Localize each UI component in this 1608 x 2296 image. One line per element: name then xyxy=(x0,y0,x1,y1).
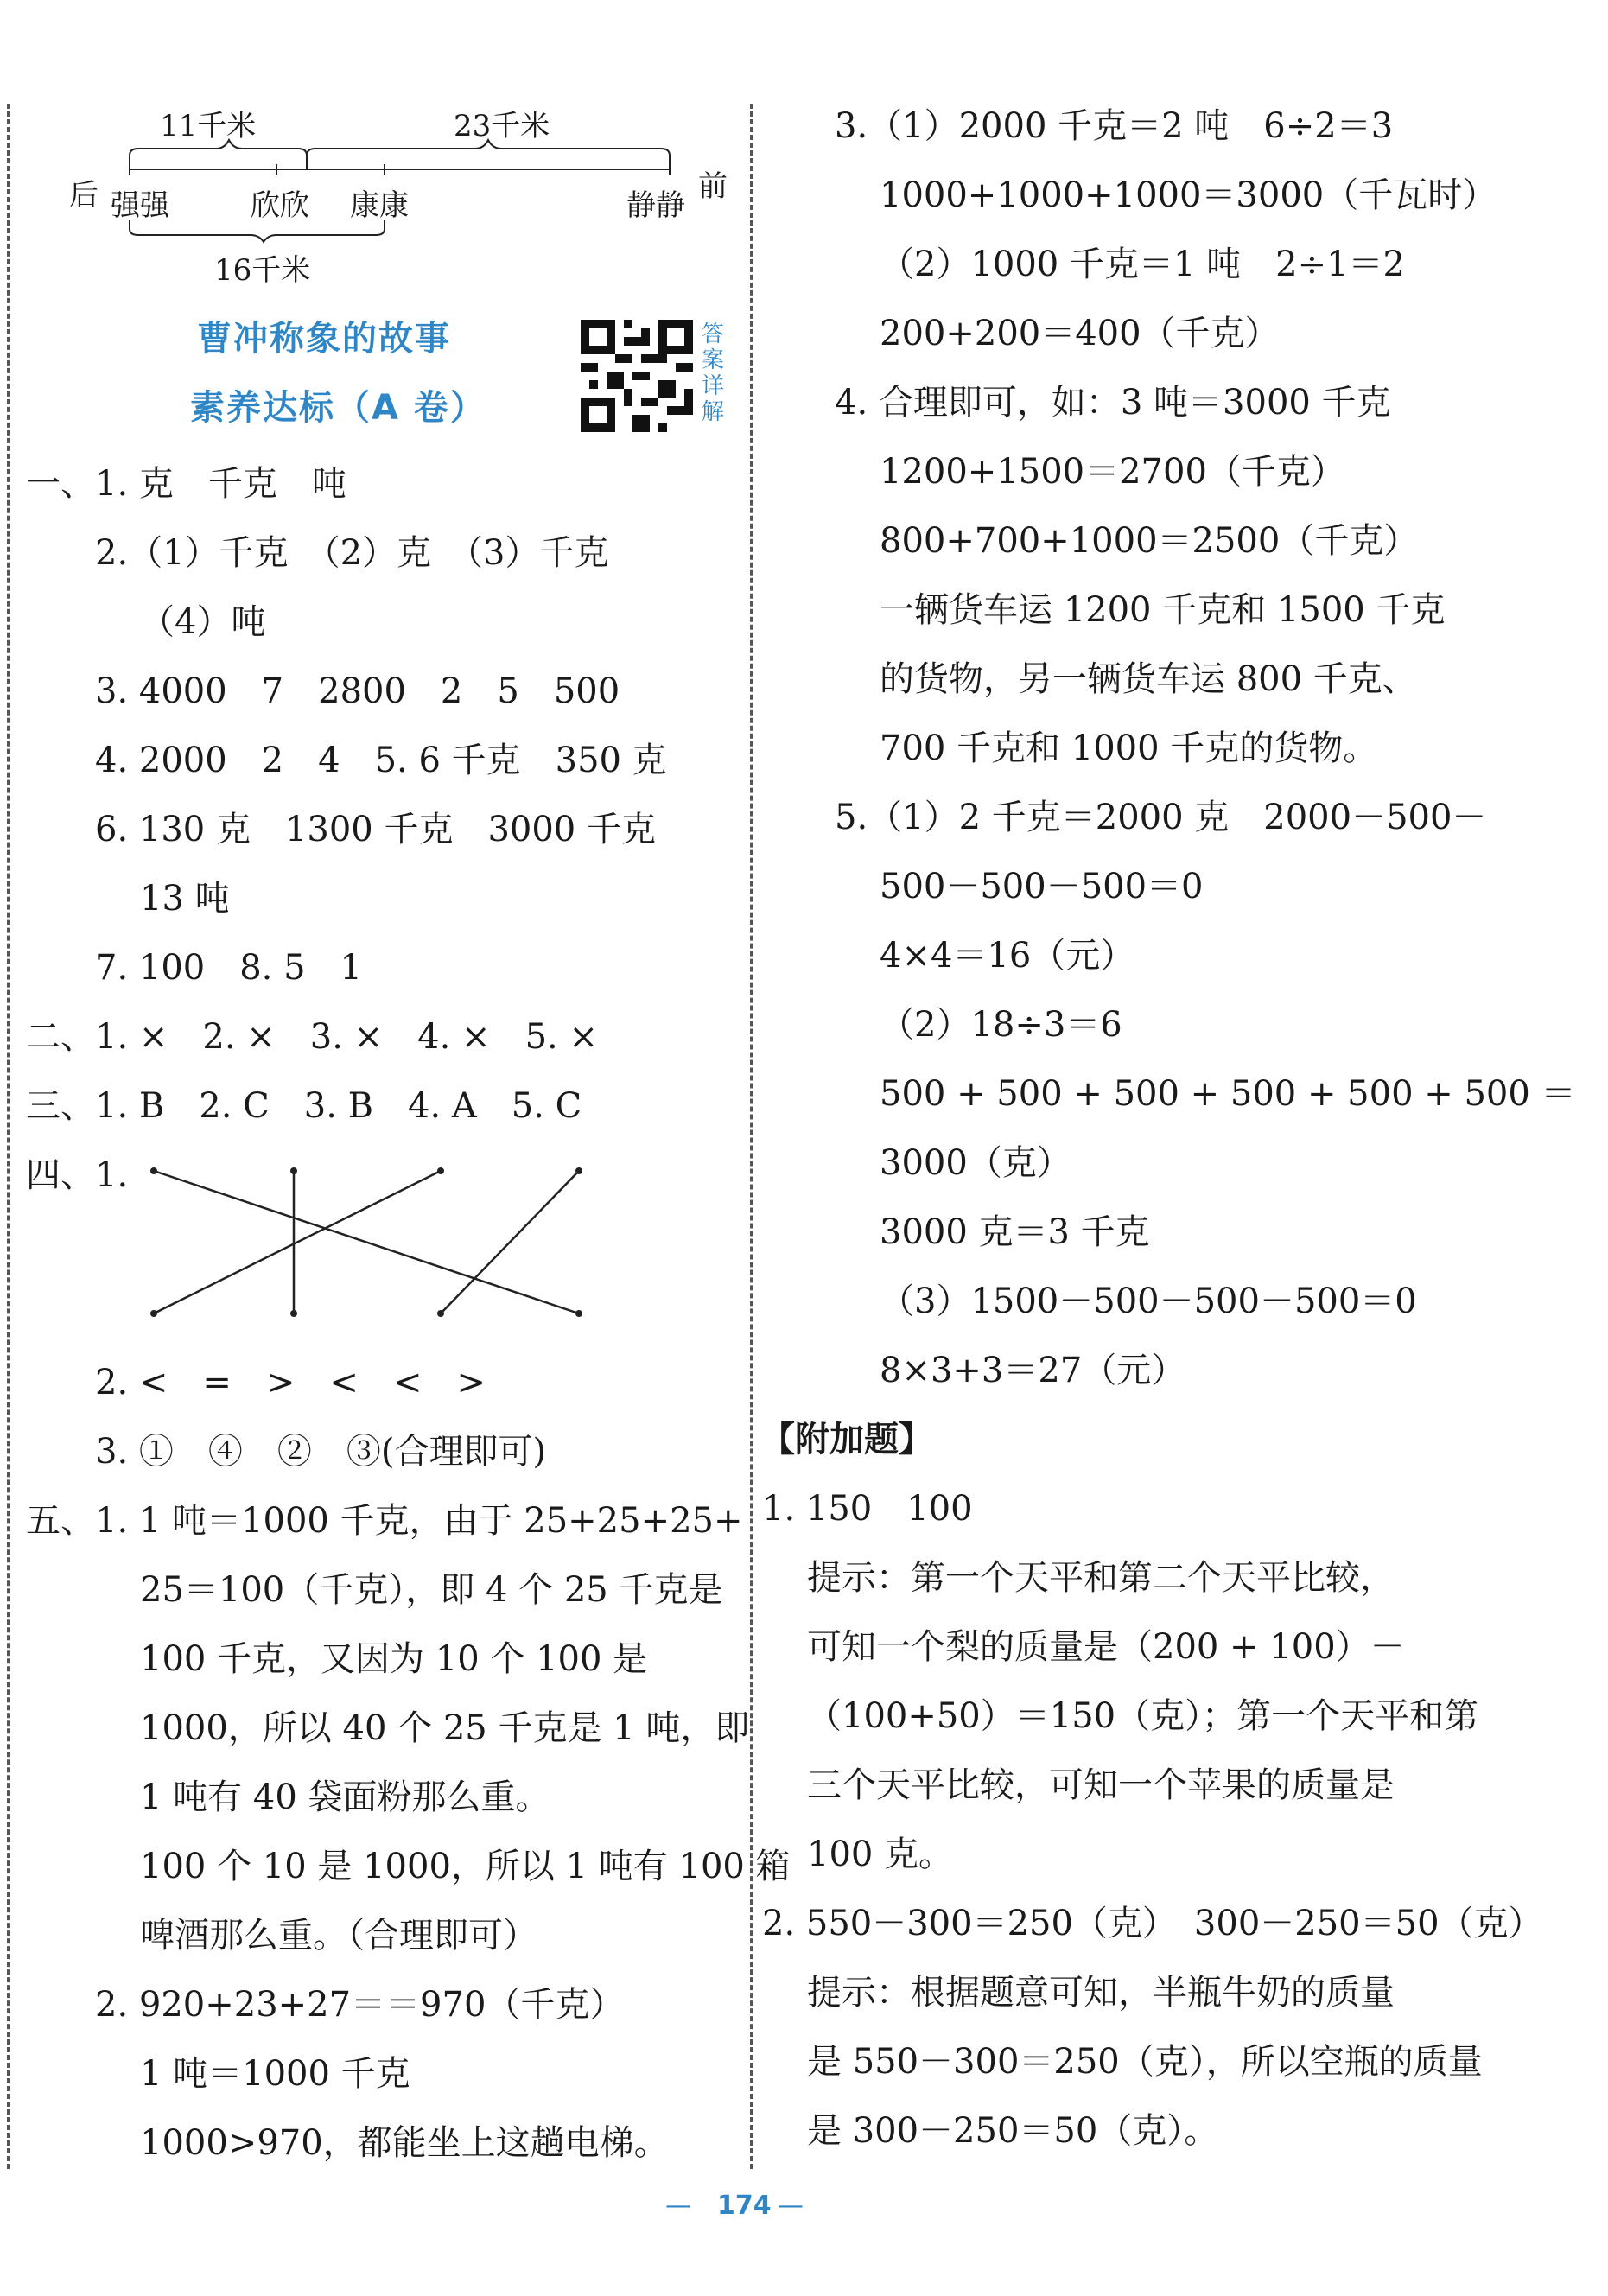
qr-caption-char: 详 xyxy=(702,373,725,399)
seg-top-right-label: 23千米 xyxy=(454,109,550,143)
right-line: 的货物，另一辆货车运 800 千克、 xyxy=(880,659,1417,699)
right-line: 1200+1500＝2700（千克） xyxy=(880,452,1345,492)
left-line: 三、1. B 2. C 3. B 4. A 5. C xyxy=(26,1086,582,1126)
right-line: 8×3+3＝27（元） xyxy=(880,1351,1186,1390)
left-margin-rule xyxy=(7,104,10,2169)
right-line: 提示：根据题意可知，半瓶牛奶的质量 xyxy=(807,1973,1395,2013)
qr-caption-char: 解 xyxy=(702,399,725,425)
appendix-heading: 【附加题】 xyxy=(760,1419,933,1460)
qr-caption[interactable] xyxy=(702,321,728,425)
diagram-lines xyxy=(95,138,769,311)
name-xinxin: 欣欣 xyxy=(251,188,309,223)
right-line: （100+50）＝150（克）；第一个天平和第 xyxy=(807,1696,1479,1736)
left-line: （4）吨 xyxy=(140,602,266,642)
left-line: 13 吨 xyxy=(140,879,230,919)
seg-top-left-label: 11千米 xyxy=(160,109,257,143)
right-line: 3000 克＝3 千克 xyxy=(880,1212,1150,1252)
left-line: 3. ① ④ ② ③(合理即可) xyxy=(95,1432,547,1472)
right-line: 3.（1）2000 千克＝2 吨 6÷2＝3 xyxy=(835,106,1394,146)
matching-lines-diagram xyxy=(138,1158,605,1331)
right-line: 提示：第一个天平和第二个天平比较， xyxy=(807,1558,1395,1598)
page-number-dash-right: — xyxy=(778,2191,804,2221)
right-line: 100 克。 xyxy=(807,1835,954,1874)
left-line: 1000>970，都能坐上这趟电梯。 xyxy=(140,2123,669,2163)
left-line: 4. 2000 2 4 5. 6 千克 350 克 xyxy=(95,741,667,780)
right-line: 4. 合理即可，如：3 吨＝3000 千克 xyxy=(835,383,1391,423)
right-line: 500－500－500＝0 xyxy=(880,867,1204,906)
left-line: 2.（1）千克 （2）克 （3）千克 xyxy=(95,533,609,573)
left-line: 25＝100（千克），即 4 个 25 千克是 xyxy=(140,1570,723,1610)
left-line: 1000，所以 40 个 25 千克是 1 吨，即 xyxy=(140,1708,750,1748)
right-line: 2. 550－300＝250（克） 300－250＝50（克） xyxy=(762,1904,1543,1943)
right-line: （2）18÷3＝6 xyxy=(880,1005,1122,1045)
section-title-line2: 素养达标（A 卷） xyxy=(190,388,486,428)
back-label: 后 xyxy=(69,178,99,213)
right-line: 一辆货车运 1200 千克和 1500 千克 xyxy=(880,590,1446,630)
right-line: 三个天平比较，可知一个苹果的质量是 xyxy=(807,1765,1395,1805)
name-qiangqiang: 强强 xyxy=(111,188,169,223)
left-line: 100 个 10 是 1000，所以 1 吨有 100 箱 xyxy=(140,1847,791,1886)
page-number: 174 xyxy=(717,2191,772,2221)
left-line: 3. 4000 7 2800 2 5 500 xyxy=(95,671,620,711)
left-line: 2. 920+23+27＝＝970（千克） xyxy=(95,1985,625,2025)
left-line: 7. 100 8. 5 1 xyxy=(95,948,363,988)
front-label: 前 xyxy=(698,169,728,204)
right-line: 5.（1）2 千克＝2000 克 2000－500－ xyxy=(835,798,1487,837)
name-kangkang: 康康 xyxy=(350,188,409,223)
seg-bottom-label: 16千米 xyxy=(214,253,311,288)
right-line: （3）1500－500－500－500＝0 xyxy=(880,1282,1417,1321)
qr-code-icon xyxy=(581,320,693,432)
left-line: 啤酒那么重。（合理即可） xyxy=(140,1916,537,1956)
left-line: 100 千克，又因为 10 个 100 是 xyxy=(140,1639,648,1679)
name-jingjing: 静静 xyxy=(626,188,685,223)
section-title-line1: 曹冲称象的故事 xyxy=(197,319,451,359)
qr-caption-char: 案 xyxy=(702,347,725,373)
right-line: 1000+1000+1000＝3000（千瓦时） xyxy=(880,175,1497,215)
page-number-dash-left: — xyxy=(665,2191,691,2221)
right-line: （2）1000 千克＝1 吨 2÷1＝2 xyxy=(880,245,1405,284)
left-line: 6. 130 克 1300 千克 3000 千克 xyxy=(95,810,656,849)
right-line: 是 300－250＝50（克）。 xyxy=(807,2111,1219,2151)
left-line: 二、1. × 2. × 3. × 4. × 5. × xyxy=(26,1017,598,1057)
right-line: 500 + 500 + 500 + 500 + 500 + 500 ＝ xyxy=(880,1074,1576,1114)
qr-caption-char: 答 xyxy=(702,321,725,347)
right-line: 1. 150 100 xyxy=(762,1489,973,1529)
left-line: 四、1. xyxy=(26,1155,129,1195)
right-line: 是 550－300＝250（克），所以空瓶的质量 xyxy=(807,2042,1483,2082)
right-line: 3000（克） xyxy=(880,1143,1071,1183)
left-line: 一、1. 克 千克 吨 xyxy=(26,464,346,504)
left-line: 1 吨有 40 袋面粉那么重。 xyxy=(140,1778,550,1817)
left-line: 2. < = > < < > xyxy=(95,1363,486,1402)
right-line: 200+200＝400（千克） xyxy=(880,314,1280,353)
left-line: 1 吨＝1000 千克 xyxy=(140,2054,410,2094)
right-line: 4×4＝16（元） xyxy=(880,936,1135,976)
left-line: 五、1. 1 吨＝1000 千克，由于 25+25+25+ xyxy=(26,1501,743,1541)
right-line: 可知一个梨的质量是（200 + 100）－ xyxy=(807,1627,1405,1667)
right-line: 700 千克和 1000 千克的货物。 xyxy=(880,728,1378,768)
right-line: 800+700+1000＝2500（千克） xyxy=(880,521,1419,561)
